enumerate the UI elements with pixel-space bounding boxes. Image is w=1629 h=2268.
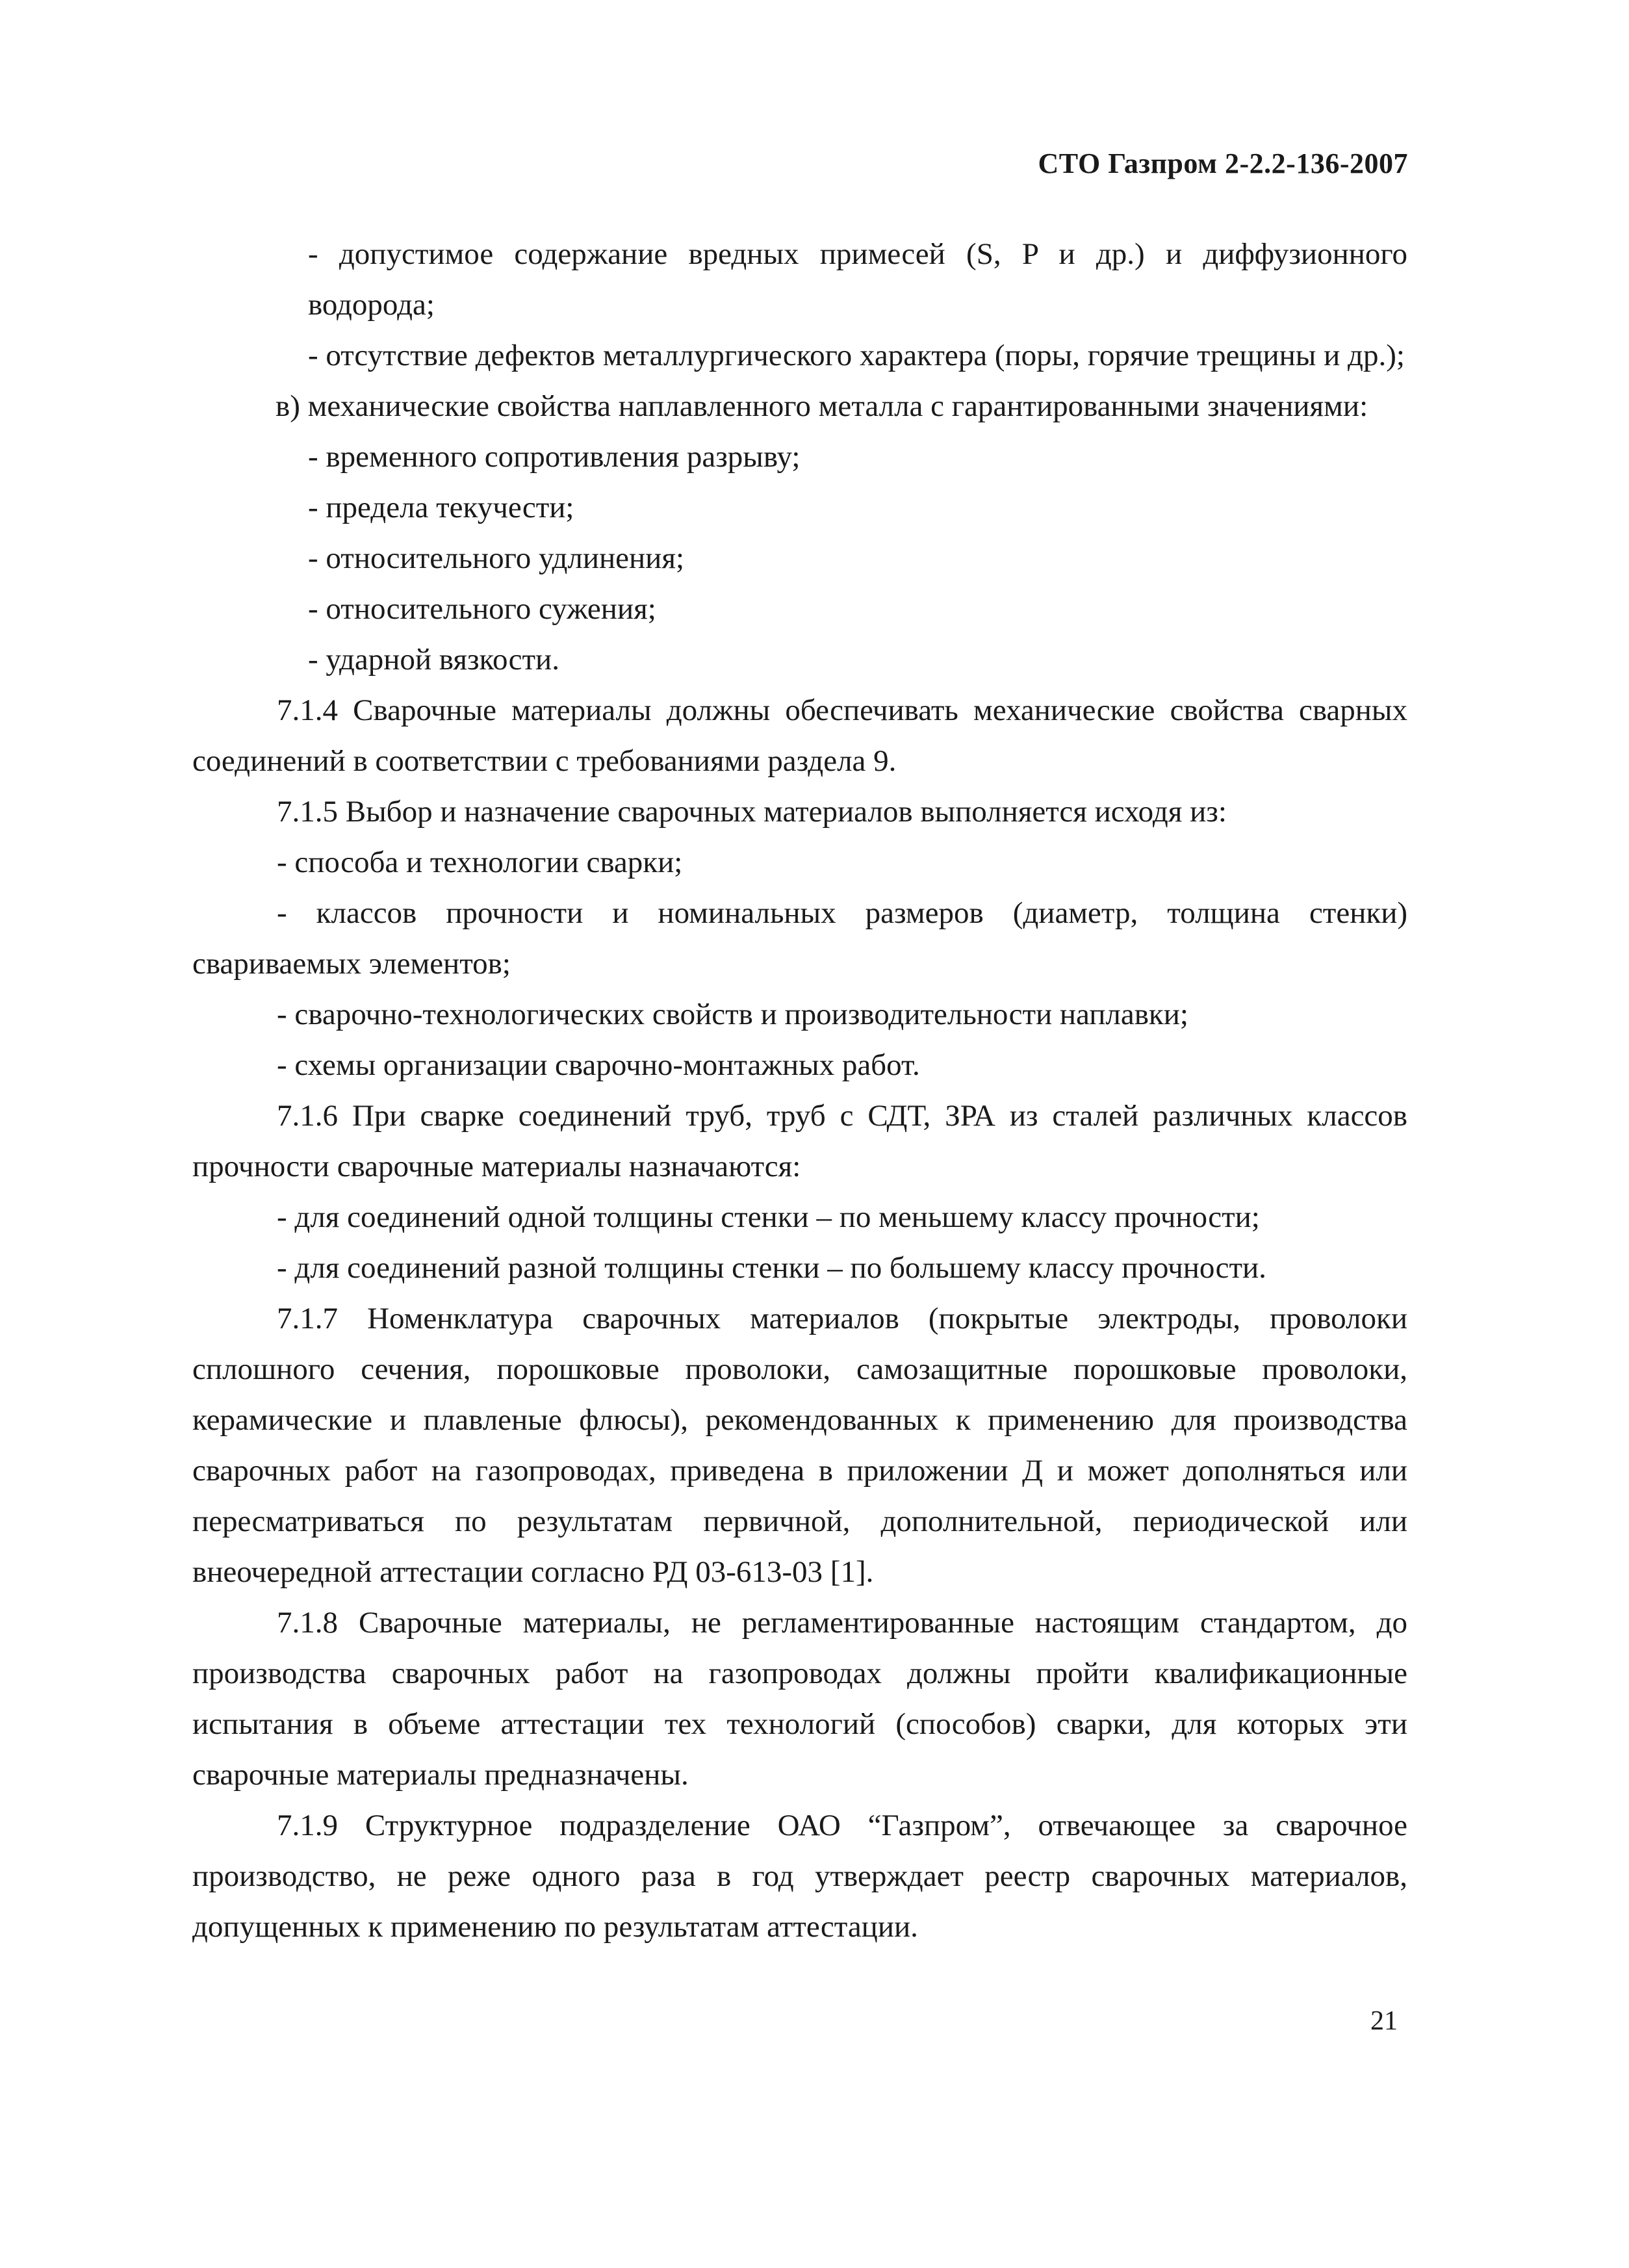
list-item: в) механические свойства наплавленного металла с гарантированными значениями:: [276, 389, 1368, 423]
paragraph-7-1-9: 7.1.9 Структурное подразделение ОАО “Газпром”, отвечающее за сварочное производство, не реже одного раза в год утверждает реестр сварочных материалов, допущенных к применению по результатам аттестации.: [192, 1809, 1407, 1944]
paragraph-7-1-4: 7.1.4 Сварочные материалы должны обеспечивать механические свойства сварных соединений в соответствии с требованиями раздела 9.: [192, 693, 1407, 778]
list-item: - относительного сужения;: [308, 592, 656, 626]
list-item: - для соединений одной толщины стенки – по меньшему классу прочности;: [277, 1200, 1260, 1234]
list-item: - способа и технологии сварки;: [277, 845, 683, 879]
list-item: - допустимое содержание вредных примесей (S, P и др.) и диффузионного водорода;: [308, 237, 1407, 322]
paragraph-7-1-6: 7.1.6 При сварке соединений труб, труб с СДТ, ЗРА из сталей различных классов прочности сварочные материалы назначаются:: [192, 1099, 1407, 1183]
paragraph-7-1-7: 7.1.7 Номенклатура сварочных материалов (покрытые электроды, проволоки сплошного сечения, порошковые проволоки, самозащитные порошковые проволоки, керамические и плавленые флюсы), рекомендованных к применению для производства сварочных работ на газопроводах, приведена в приложении Д и может дополняться или пересматриваться по результатам первичной, дополнительной, периодической или внеочередной аттестации согласно РД 03-613-03 [1].: [192, 1302, 1407, 1589]
list-item: - отсутствие дефектов металлургического характера (поры, горячие трещины и др.);: [308, 339, 1405, 372]
document-header: СТО Газпром 2-2.2-136-2007: [1038, 148, 1408, 179]
list-item: - схемы организации сварочно-монтажных работ.: [277, 1048, 920, 1082]
paragraph-7-1-8: 7.1.8 Сварочные материалы, не регламентированные настоящим стандартом, до производства сварочных работ на газопроводах должны пройти квалификационные испытания в объеме аттестации тех технологий (способов) сварки, для которых эти сварочные материалы предназначены.: [192, 1606, 1407, 1792]
list-item: - сварочно-технологических свойств и производительности наплавки;: [277, 998, 1188, 1031]
list-item: - классов прочности и номинальных размеров (диаметр, толщина стенки) свариваемых элементов;: [192, 896, 1407, 981]
list-item: - временного сопротивления разрыву;: [308, 440, 801, 474]
list-item: - для соединений разной толщины стенки – по большему классу прочности.: [277, 1251, 1266, 1285]
page-number: 21: [1370, 2006, 1398, 2036]
list-item: - ударной вязкости.: [308, 643, 559, 677]
list-item: - предела текучести;: [308, 491, 574, 524]
paragraph-7-1-5: 7.1.5 Выбор и назначение сварочных материалов выполняется исходя из:: [277, 795, 1227, 829]
list-item: - относительного удлинения;: [308, 541, 685, 575]
document-body: [192, 229, 1407, 1952]
